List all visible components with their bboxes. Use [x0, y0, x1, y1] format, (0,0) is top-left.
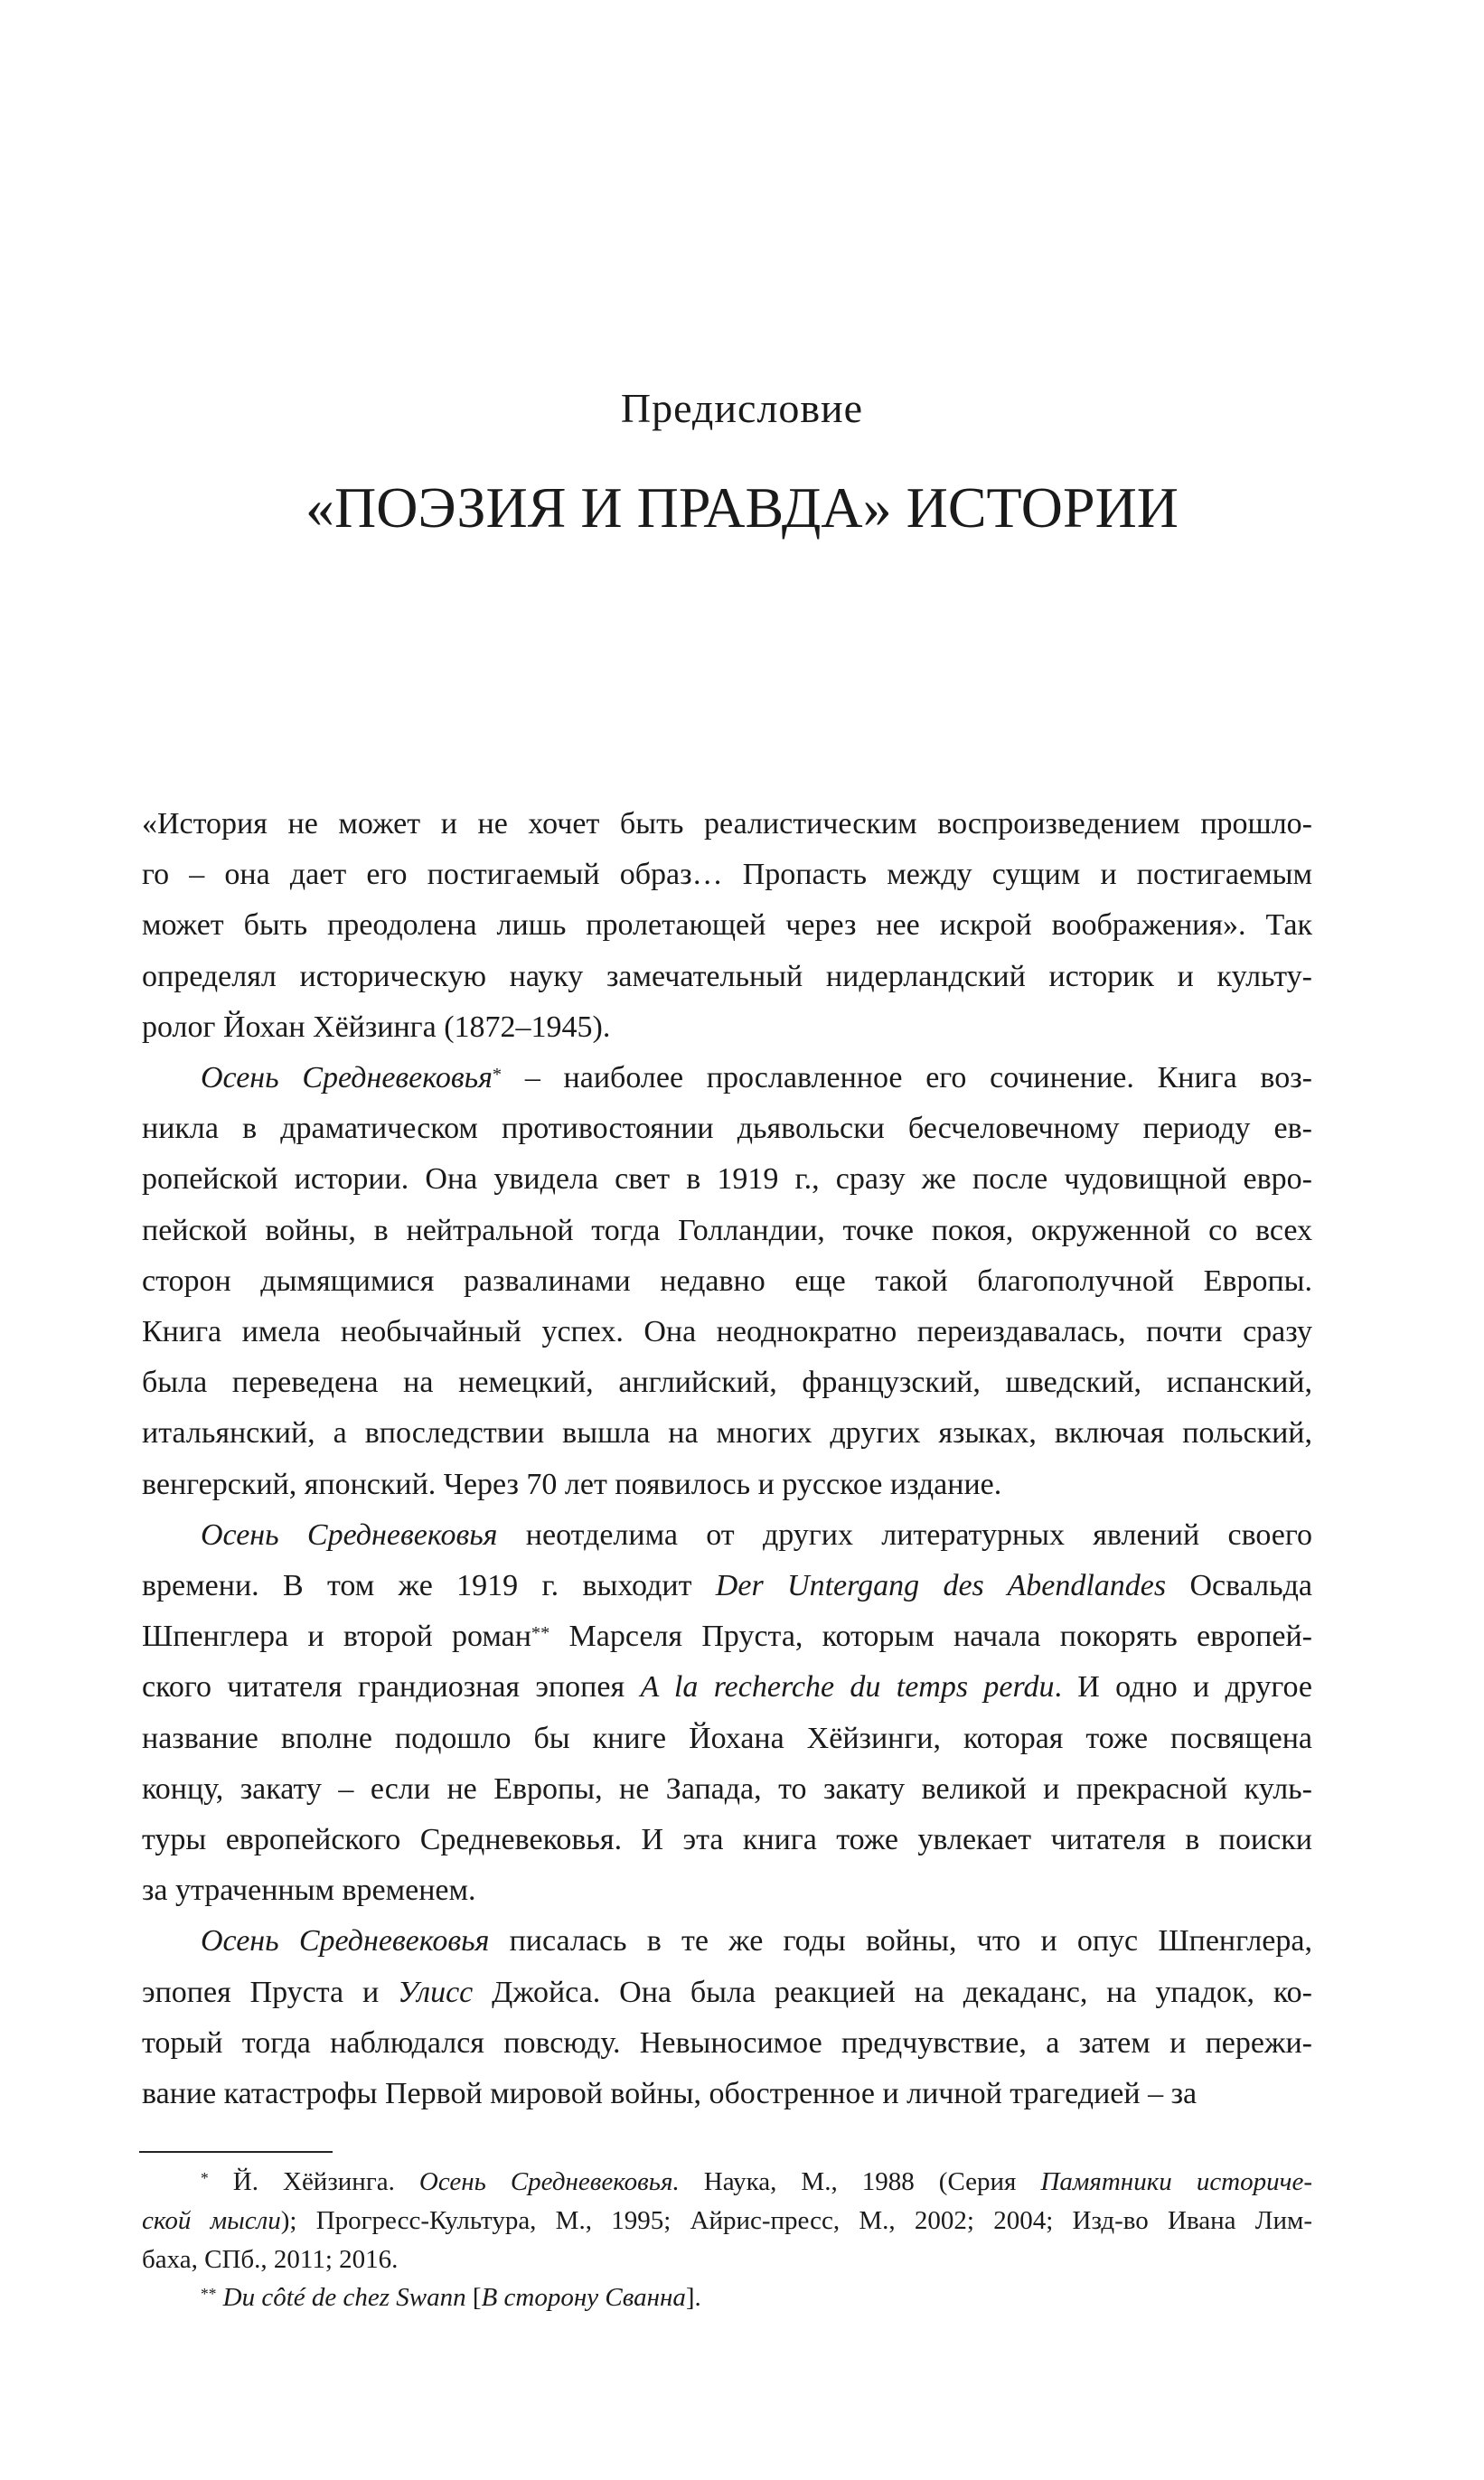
footnote-marker: ** [201, 2285, 217, 2304]
text-run: концу, закату – если не Европы, не Запада, то закату великой и прекрасной куль- [142, 1771, 1312, 1806]
footnote-line [142, 2204, 1312, 2237]
footnote-line [142, 2243, 1312, 2276]
footnote-line [201, 2281, 1312, 2314]
text-run: . И одно и другое [1054, 1670, 1313, 1705]
paragraph-line [142, 1467, 1312, 1503]
italic-text: Осень Средневековья. [418, 2167, 680, 2196]
text-run: может быть преодолена лишь пролетающей через нее искрой воображения». Так [142, 908, 1312, 943]
text-run [216, 2283, 222, 2312]
text-run: название вполне подошло бы книге Йохана Хёйзинги, которая тоже посвящена [142, 1721, 1312, 1755]
text-run: Марселя Пруста, которым начала покорять европей- [549, 1620, 1313, 1654]
text-run: – наиболее прославленное его сочинение. Книга воз- [502, 1061, 1313, 1094]
text-run: сторон дымящимися развалинами недавно еще такой благополучной Европы. [142, 1263, 1312, 1298]
italic-text: Осень Средневековья [201, 1517, 498, 1552]
text-run: вание катастрофы Первой мировой войны, обостренное и личной трагедией – за [142, 2077, 1198, 2110]
italic-text: Улисс [398, 1975, 474, 2009]
italic-text: A la recherche du temps perdu [640, 1670, 1055, 1705]
text-run: никла в драматическом противостоянии дьявольски бесчеловечному периоду ев- [142, 1112, 1312, 1146]
text-run: писалась в те же годы войны, что и опус Шпенглера, [489, 1924, 1312, 1959]
text-run: баха, СПб., 2011; 2016. [142, 2244, 399, 2274]
text-run: торый тогда наблюдался повсюду. Невыносимое предчувствие, а затем и пережи- [142, 2025, 1312, 2060]
italic-text: Осень Средневековья [201, 1061, 493, 1094]
text-run: итальянский, а впоследствии вышла на многих других языках, включая польский, [142, 1416, 1312, 1451]
paragraph-line [142, 959, 1312, 995]
paragraph-line [201, 1923, 1312, 1959]
text-run: была переведена на немецкий, английский, французский, шведский, испанский, [142, 1366, 1312, 1400]
paragraph-line [142, 907, 1312, 944]
paragraph-line [142, 1263, 1312, 1300]
paragraph-line [142, 1873, 1312, 1909]
italic-text: ской мысли [142, 2205, 281, 2235]
text-run: неотделима от других литературных явлений своего [497, 1517, 1312, 1552]
paragraph-line [142, 1721, 1312, 1757]
paragraph-line [142, 1568, 1312, 1604]
footnote-marker: * [201, 2169, 209, 2187]
text-run: эпопея Пруста и [142, 1975, 399, 2009]
paragraph-line [142, 2025, 1312, 2062]
paragraph-line [142, 1111, 1312, 1147]
text-run: ропейской истории. Она увидела свет в 1919 г., сразу же после чудовищной евро- [142, 1162, 1312, 1197]
text-run: венгерский, японский. Через 70 лет появилось и русское издание. [142, 1467, 1002, 1501]
paragraph-line [142, 2076, 1312, 2112]
footnote-line [201, 2165, 1312, 2198]
text-run: Книга имела необычайный успех. Она неоднократно переиздавалась, почти сразу [142, 1315, 1312, 1348]
paragraph-line [142, 1314, 1312, 1350]
footnote-marker: ** [531, 1623, 550, 1644]
paragraph-line [201, 1060, 1312, 1096]
paragraph-line [142, 857, 1312, 893]
paragraph-line [142, 1213, 1312, 1249]
paragraph-line [142, 1415, 1312, 1451]
text-run: туры европейского Средневековья. И эта книга тоже увлекает читателя в поиски [142, 1823, 1312, 1856]
italic-text: Du côté de chez Swann [222, 2283, 466, 2313]
text-run: Наука, М., 1988 (Серия [679, 2167, 1041, 2196]
paragraph-line [142, 1619, 1312, 1655]
text-run: ролог Йохан Хёйзинга (1872–1945). [142, 1010, 611, 1044]
text-run: ского читателя грандиозная эпопея [142, 1670, 641, 1705]
text-run: Шпенглера и второй роман [142, 1620, 531, 1654]
text-run: ); Прогресс-Культура, М., 1995; Айрис-пресс, М., 2002; 2004; Изд-во Ивана Лим- [280, 2205, 1313, 2235]
paragraph-line [142, 1010, 1312, 1046]
text-run: определял историческую науку замечательный нидерландский историк и культу- [142, 959, 1312, 993]
paragraph-line [142, 1161, 1312, 1198]
italic-text: В сторону Сванна [481, 2283, 686, 2313]
text-run: «История не может и не хочет быть реалистическим воспроизведением прошло- [142, 807, 1312, 841]
chapter-label: Предисловие [620, 385, 864, 431]
text-run: ]. [685, 2283, 701, 2313]
italic-text: Осень Средневековья [201, 1924, 490, 1959]
text-run: [ [465, 2283, 482, 2313]
paragraph-line [142, 1975, 1312, 2011]
text-run: пейской войны, в нейтральной тогда Голландии, точке покоя, окруженной со всех [142, 1213, 1312, 1247]
footnote-divider [139, 2151, 333, 2153]
text-run: Джойса. Она была реакцией на декаданс, на упадок, ко- [473, 1975, 1312, 2009]
chapter-title: «ПОЭЗИЯ И ПРАВДА» ИСТОРИИ [305, 475, 1179, 540]
italic-text: Der Untergang des Abendlandes [715, 1569, 1167, 1602]
paragraph-line [142, 806, 1312, 842]
text-run: за утраченным временем. [142, 1874, 476, 1908]
text-run: времени. В том же 1919 г. выходит [142, 1569, 716, 1602]
paragraph-line [142, 1365, 1312, 1401]
paragraph-line [142, 1822, 1312, 1858]
italic-text: Памятники историче- [1040, 2167, 1312, 2196]
footnote-marker: * [492, 1065, 502, 1085]
text-run: Освальда [1166, 1569, 1312, 1602]
text-run: го – она дает его постигаемый образ… Пропасть между сущим и постигаемым [142, 858, 1312, 892]
text-run: Й. Хёйзинга. [208, 2167, 419, 2196]
paragraph-line [142, 1669, 1312, 1705]
paragraph-line [142, 1771, 1312, 1808]
paragraph-line [201, 1517, 1312, 1554]
